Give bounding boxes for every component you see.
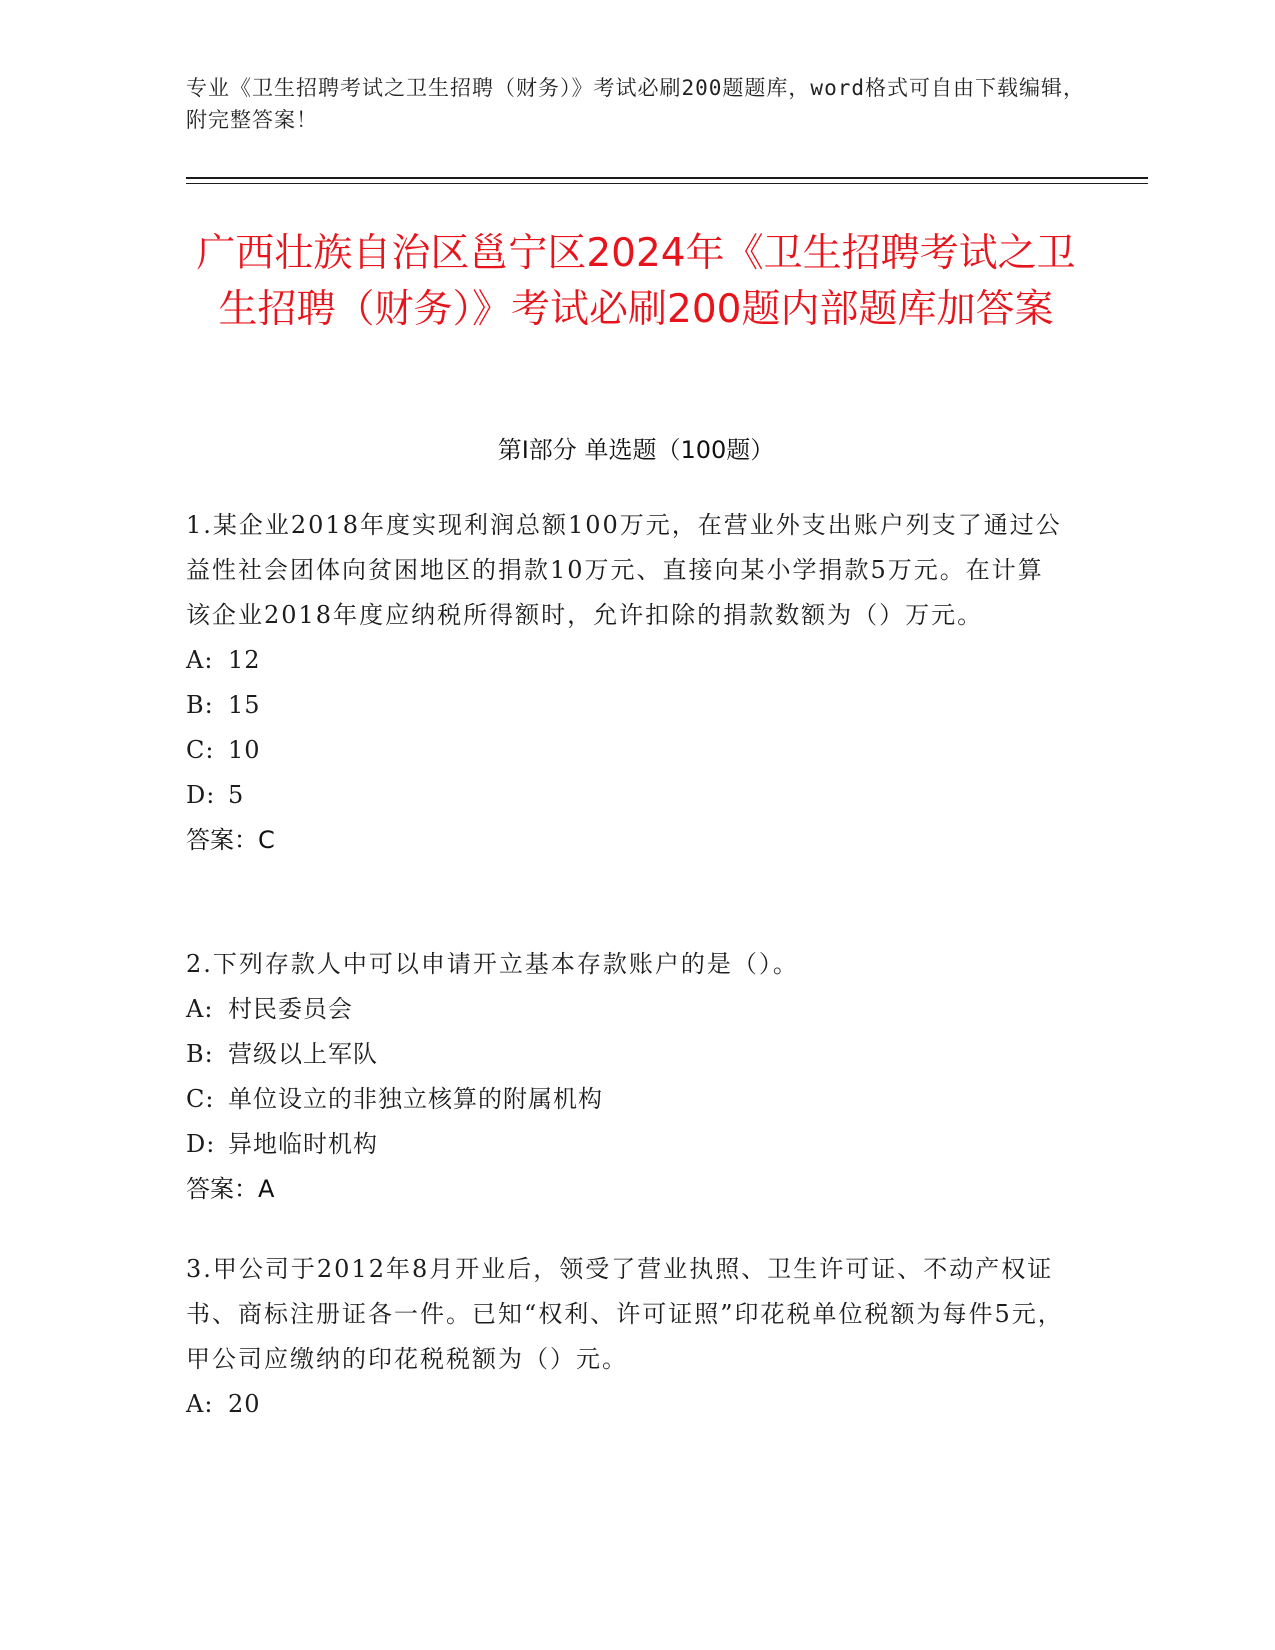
option-b <box>186 1032 1066 1077</box>
header-divider-thick <box>186 177 1148 179</box>
option-letter: A: <box>186 646 214 674</box>
option-b <box>186 683 1066 728</box>
option-text: 15 <box>228 691 261 719</box>
option-c <box>186 1077 1066 1122</box>
option-text: 5 <box>228 781 245 809</box>
option-text: 异地临时机构 <box>228 1130 378 1158</box>
question-2 <box>186 942 1066 1212</box>
question-stem: 2.下列存款人中可以申请开立基本存款账户的是（）。 <box>186 950 799 978</box>
option-c <box>186 728 1066 773</box>
option-d <box>186 773 1066 818</box>
option-text: 20 <box>228 1390 261 1418</box>
option-letter: A: <box>186 995 214 1023</box>
option-text: 营级以上军队 <box>228 1040 378 1068</box>
option-letter: D: <box>186 781 216 809</box>
option-a <box>186 987 1066 1032</box>
header-divider-thin <box>186 183 1148 184</box>
option-text: 单位设立的非独立核算的附属机构 <box>228 1085 603 1113</box>
option-text: 10 <box>228 736 261 764</box>
document-title: 广西壮族自治区邕宁区2024年《卫生招聘考试之卫生招聘（财务）》考试必刷200题内部题库加答案 <box>196 231 1076 332</box>
option-letter: C: <box>186 736 215 764</box>
option-letter: D: <box>186 1130 216 1158</box>
answer-line: 答案：A <box>186 1175 275 1203</box>
option-letter: B: <box>186 691 214 719</box>
question-stem: 3.甲公司于2012年8月开业后，领受了营业执照、卫生许可证、不动产权证书、商标注册证各一件。已知“权利、许可证照”印花税单位税额为每件5元，甲公司应缴纳的印花税税额为（）元。 <box>186 1255 1064 1373</box>
question-stem: 1.某企业2018年度实现利润总额100万元，在营业外支出账户列支了通过公益性社会团体向贫困地区的捐款10万元、直接向某小学捐款5万元。在计算该企业2018年度应纳税所得额时，允许扣除的捐款数额为（）万元。 <box>186 511 1062 629</box>
option-letter: B: <box>186 1040 214 1068</box>
option-text: 12 <box>228 646 261 674</box>
answer-line: 答案：C <box>186 826 275 854</box>
option-a <box>186 1382 1066 1427</box>
option-letter: A: <box>186 1390 214 1418</box>
option-a <box>186 638 1066 683</box>
option-d <box>186 1122 1066 1167</box>
question-1 <box>186 503 1066 863</box>
option-letter: C: <box>186 1085 215 1113</box>
header-note: 专业《卫生招聘考试之卫生招聘（财务）》考试必刷200题题库，word格式可自由下载编辑，附完整答案！ <box>186 76 1085 132</box>
question-3 <box>186 1247 1066 1427</box>
section-heading: 第Ⅰ部分 单选题（100题） <box>497 436 775 464</box>
option-text: 村民委员会 <box>228 995 353 1023</box>
